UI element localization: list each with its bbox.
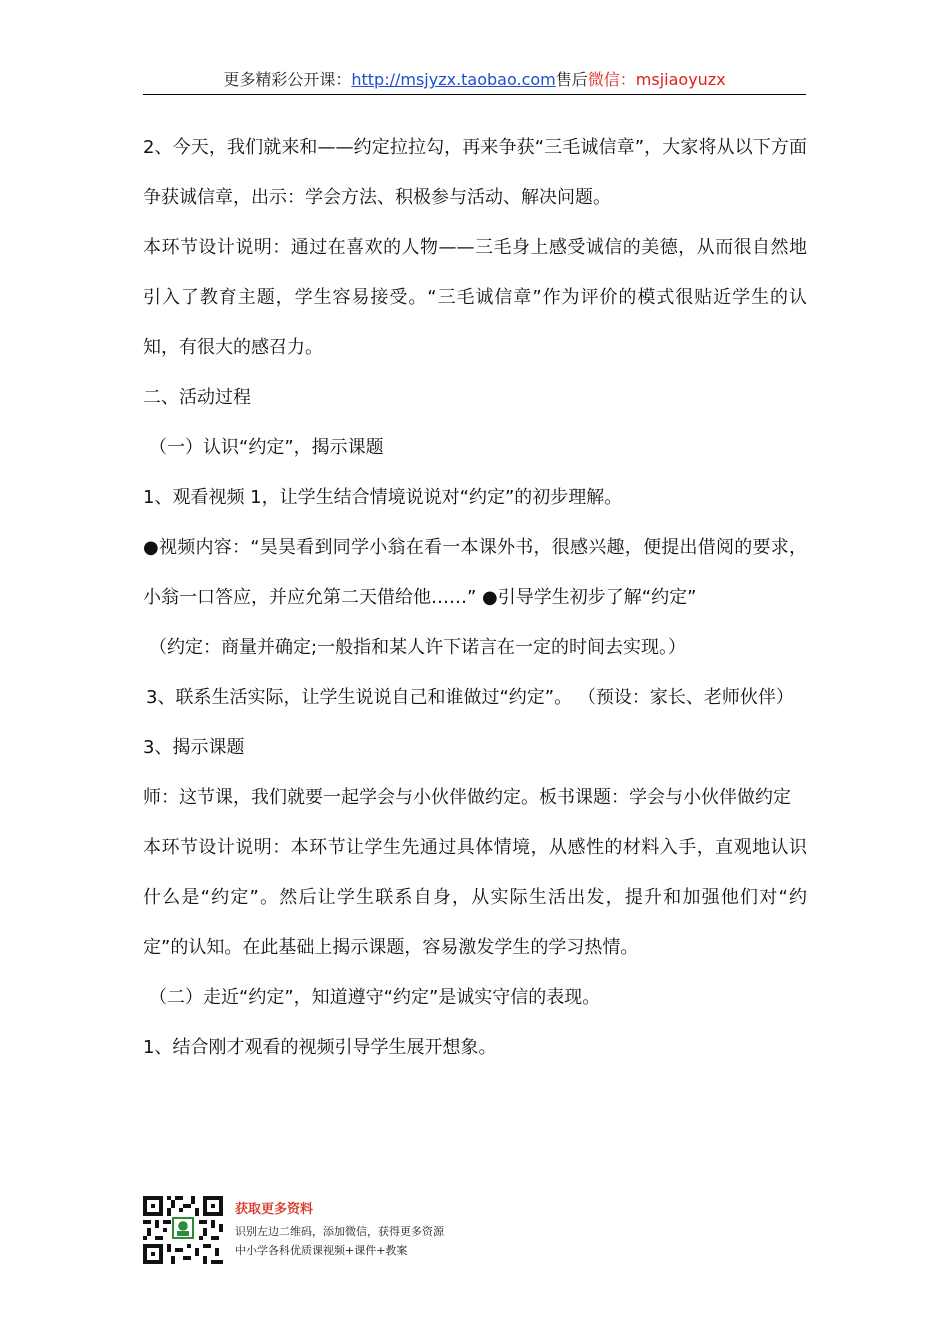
subsection-heading-1: （一）认识“约定”，揭示课题 <box>149 437 384 458</box>
paragraph-video-content: ●视频内容：“昊昊看到同学小翁在看一本课外书，很感兴趣，便提出借阅的要求，小翁一口答应，并应允第二天借给他……” ●引导学生初步了解“约定” <box>143 537 807 608</box>
subsection-heading-2: （二）走近“约定”，知道遵守“约定”是诚实守信的表现。 <box>149 987 601 1008</box>
paragraph-imagine: 1、结合刚才观看的视频引导学生展开想象。 <box>143 1037 497 1058</box>
paragraph-definition: （约定：商量并确定;一般指和某人许下诺言在一定的时间去实现。） <box>149 637 687 658</box>
section-heading-activity-process: 二、活动过程 <box>143 387 251 408</box>
header-wechat-id: msjiaoyuzx <box>635 70 726 89</box>
document-body <box>143 123 807 1073</box>
promo-line-2: 中小学各科优质课视频+课件+教案 <box>235 1244 408 1257</box>
header-prefix: 更多精彩公开课： <box>223 70 352 89</box>
promo-line-1: 识别左边二维码，添加微信，获得更多资源 <box>235 1225 444 1238</box>
paragraph-design-note-2: 本环节设计说明：本环节让学生先通过具体情境，从感性的材料入手，直观地认识什么是“约定”。然后让学生联系自身，从实际生活出发，提升和加强他们对“约定”的认知。在此基础上揭示课题，容易激发学生的学习热情。 <box>143 837 807 958</box>
header-after-sales: 售后 <box>555 70 588 89</box>
paragraph-step-2: 2、今天，我们就来和——约定拉拉勾，再来争获“三毛诚信章”，大家将从以下方面争获诚信章，出示：学会方法、积极参与活动、解决问题。 <box>143 137 807 208</box>
paragraph-watch-video: 1、观看视频 1，让学生结合情境说说对“约定”的初步理解。 <box>143 487 623 508</box>
qr-code-icon[interactable] <box>143 1196 223 1264</box>
page-header <box>143 66 806 95</box>
promo-title: 获取更多资料 <box>235 1202 314 1217</box>
paragraph-teacher: 师：这节课，我们就要一起学会与小伙伴做约定。板书课题：学会与小伙伴做约定 <box>143 787 791 808</box>
taobao-link[interactable]: http://msjyzx.taobao.com <box>351 70 556 89</box>
paragraph-design-note-1: 本环节设计说明：通过在喜欢的人物——三毛身上感受诚信的美德，从而很自然地引入了教育主题，学生容易接受。“三毛诚信章”作为评价的模式很贴近学生的认知，有很大的感召力。 <box>143 237 807 358</box>
promo-footer <box>143 1196 543 1266</box>
paragraph-reveal-topic: 3、揭示课题 <box>143 737 245 758</box>
header-wechat-label: 微信： <box>587 70 636 89</box>
paragraph-real-life: 3、联系生活实际，让学生说说自己和谁做过“约定”。 （预设：家长、老师伙伴） <box>146 687 794 708</box>
